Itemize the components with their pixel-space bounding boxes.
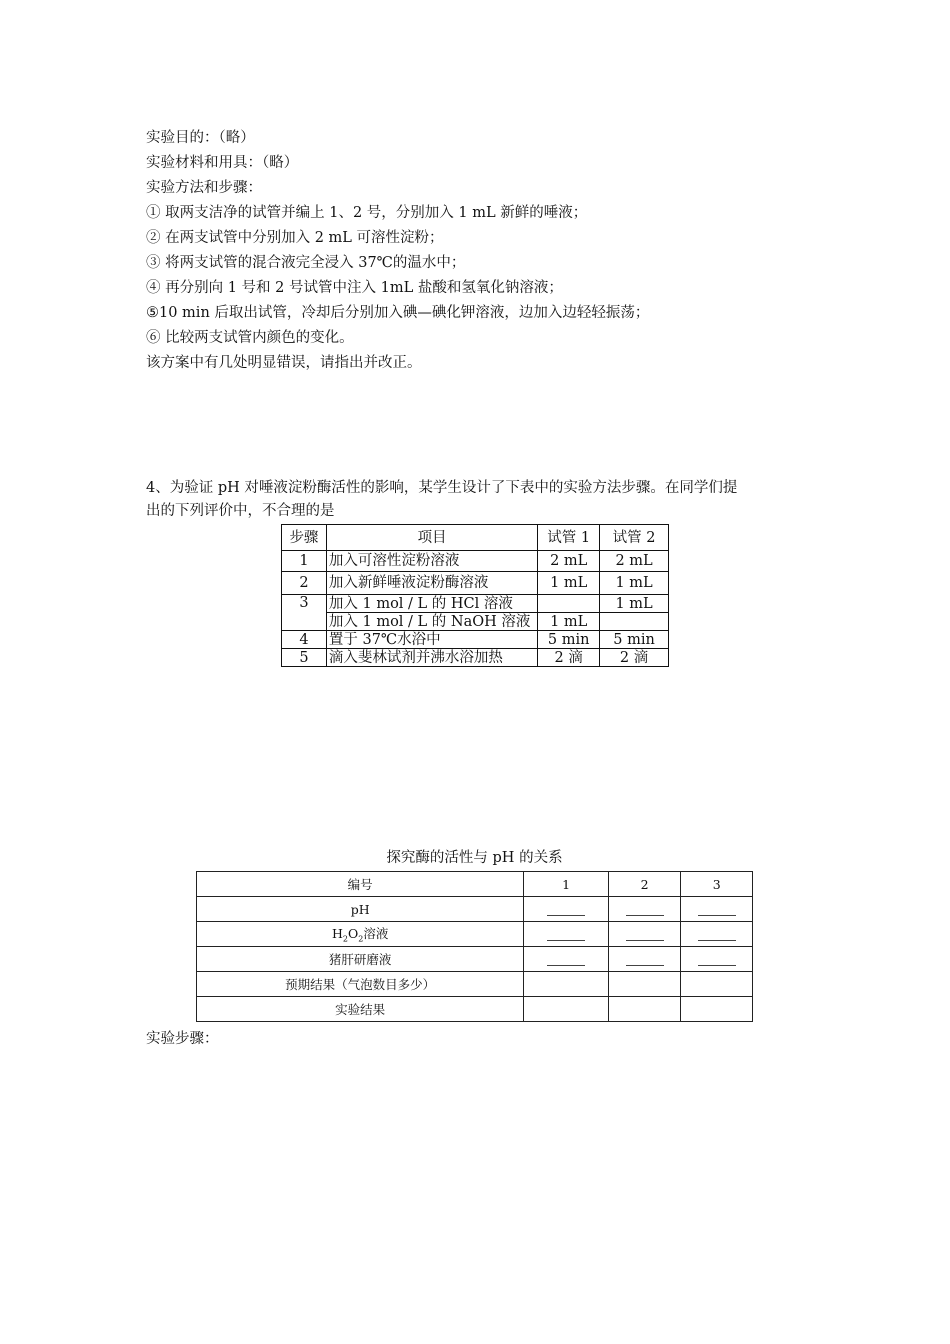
header-step: 步骤 bbox=[282, 525, 327, 551]
formula-suffix: 溶液 bbox=[363, 926, 389, 942]
table-row bbox=[282, 631, 669, 649]
row-label-expected: 预期结果（气泡数目多少） bbox=[197, 972, 524, 997]
table-row bbox=[282, 572, 669, 595]
table-row bbox=[282, 551, 669, 572]
formula-h: H bbox=[332, 926, 343, 942]
item-cell: 加入 1 mol / L 的 NaOH 溶液 bbox=[326, 613, 537, 631]
text-line: ① 取两支洁净的试管并编上 1、2 号，分别加入 1 mL 新鲜的唾液； bbox=[146, 205, 588, 221]
fill-in-blank[interactable] bbox=[698, 903, 736, 916]
fill-in-blank[interactable] bbox=[547, 953, 585, 966]
text-line: ③ 将两支试管的混合液完全浸入 37℃的温水中； bbox=[146, 255, 466, 271]
tube-1-cell: 2 滴 bbox=[538, 649, 600, 667]
table-row bbox=[282, 595, 669, 613]
blank-cell bbox=[524, 922, 608, 947]
enzyme-ph-table bbox=[196, 871, 753, 1022]
text-line: ⑥ 比较两支试管内颜色的变化。 bbox=[146, 330, 354, 346]
step-cell: 2 bbox=[282, 572, 327, 595]
formula-sub: 2 bbox=[358, 934, 364, 944]
question-4-line-1: 4、为验证 pH 对唾液淀粉酶活性的影响，某学生设计了下表中的实验方法步骤。在同学们提 bbox=[146, 480, 738, 496]
empty-cell bbox=[608, 972, 681, 997]
fill-in-blank[interactable] bbox=[547, 903, 585, 916]
step-cell: 4 bbox=[282, 631, 327, 649]
tube-2-cell: 1 mL bbox=[600, 572, 669, 595]
header-tube-2: 试管 2 bbox=[600, 525, 669, 551]
table-row-liver bbox=[197, 947, 753, 972]
blank-cell bbox=[524, 897, 608, 922]
table-2-caption: 探究酶的活性与 pH 的关系 bbox=[386, 850, 563, 866]
text-line: 该方案中有几处明显错误，请指出并改正。 bbox=[146, 355, 422, 371]
tube-2-cell: 1 mL bbox=[600, 595, 669, 613]
header-1: 1 bbox=[524, 872, 608, 897]
fill-in-blank[interactable] bbox=[547, 928, 585, 941]
blank-cell bbox=[681, 922, 753, 947]
header-number: 编号 bbox=[197, 872, 524, 897]
header-item: 项目 bbox=[326, 525, 537, 551]
table-row-h2o2 bbox=[197, 922, 753, 947]
blank-cell bbox=[681, 897, 753, 922]
formula-o: O bbox=[348, 926, 359, 942]
steps-label: 实验步骤： bbox=[146, 1031, 219, 1047]
text-line: ⑤10 min 后取出试管，冷却后分别加入碘—碘化钾溶液，边加入边轻轻振荡； bbox=[146, 305, 650, 321]
empty-cell bbox=[524, 972, 608, 997]
table-row-ph bbox=[197, 897, 753, 922]
experiment-steps-table bbox=[281, 524, 669, 667]
tube-1-cell: 1 mL bbox=[538, 613, 600, 631]
question-4-line-2: 出的下列评价中，不合理的是 bbox=[146, 503, 335, 519]
tube-2-cell: 2 滴 bbox=[600, 649, 669, 667]
empty-cell bbox=[608, 997, 681, 1022]
table-row-actual bbox=[197, 997, 753, 1022]
empty-cell bbox=[681, 972, 753, 997]
step-cell: 5 bbox=[282, 649, 327, 667]
tube-1-cell: 2 mL bbox=[538, 551, 600, 572]
fill-in-blank[interactable] bbox=[626, 928, 664, 941]
tube-1-cell: 1 mL bbox=[538, 572, 600, 595]
tube-2-cell bbox=[600, 613, 669, 631]
item-cell: 滴入斐林试剂并沸水浴加热 bbox=[326, 649, 537, 667]
formula-sub: 2 bbox=[342, 934, 348, 944]
fill-in-blank[interactable] bbox=[698, 953, 736, 966]
blank-cell bbox=[608, 947, 681, 972]
table-header-row bbox=[197, 872, 753, 897]
empty-cell bbox=[524, 997, 608, 1022]
table-row bbox=[282, 649, 669, 667]
text-line: ② 在两支试管中分别加入 2 mL 可溶性淀粉； bbox=[146, 230, 444, 246]
text-line: 实验方法和步骤： bbox=[146, 180, 262, 196]
row-label-h2o2 bbox=[197, 922, 524, 947]
fill-in-blank[interactable] bbox=[626, 953, 664, 966]
row-label-actual: 实验结果 bbox=[197, 997, 524, 1022]
table-row-expected bbox=[197, 972, 753, 997]
text-line: 实验材料和用具：（略） bbox=[146, 155, 299, 171]
item-cell: 加入可溶性淀粉溶液 bbox=[326, 551, 537, 572]
item-cell: 置于 37℃水浴中 bbox=[326, 631, 537, 649]
blank-cell bbox=[681, 947, 753, 972]
blank-cell bbox=[524, 947, 608, 972]
row-label-liver: 猪肝研磨液 bbox=[197, 947, 524, 972]
header-tube-1: 试管 1 bbox=[538, 525, 600, 551]
item-cell: 加入 1 mol / L 的 HCl 溶液 bbox=[326, 595, 537, 613]
blank-cell bbox=[608, 897, 681, 922]
fill-in-blank[interactable] bbox=[698, 928, 736, 941]
header-3: 3 bbox=[681, 872, 753, 897]
tube-2-cell: 2 mL bbox=[600, 551, 669, 572]
table-row bbox=[282, 613, 669, 631]
blank-cell bbox=[608, 922, 681, 947]
row-label-ph: pH bbox=[197, 897, 524, 922]
tube-1-cell bbox=[538, 595, 600, 613]
text-line: 实验目的：（略） bbox=[146, 130, 255, 146]
table-header-row bbox=[282, 525, 669, 551]
fill-in-blank[interactable] bbox=[626, 903, 664, 916]
empty-cell bbox=[681, 997, 753, 1022]
step-cell: 1 bbox=[282, 551, 327, 572]
step-cell: 3 bbox=[282, 595, 327, 631]
item-cell: 加入新鲜唾液淀粉酶溶液 bbox=[326, 572, 537, 595]
tube-2-cell: 5 min bbox=[600, 631, 669, 649]
tube-1-cell: 5 min bbox=[538, 631, 600, 649]
header-2: 2 bbox=[608, 872, 681, 897]
text-line: ④ 再分别向 1 号和 2 号试管中注入 1mL 盐酸和氢氧化钠溶液； bbox=[146, 280, 563, 296]
